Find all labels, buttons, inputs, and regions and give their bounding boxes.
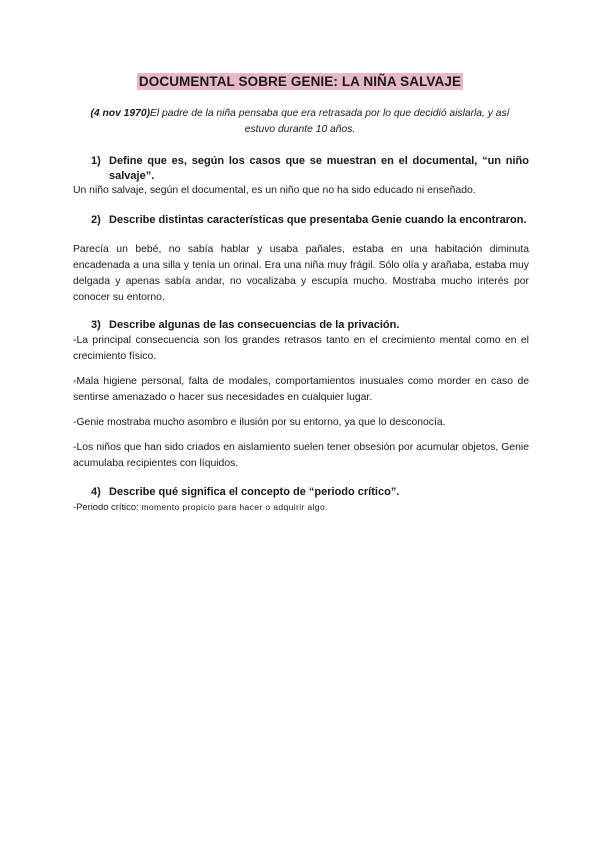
answer-4 (73, 499, 529, 516)
question-4 (73, 485, 529, 500)
question-number: 2) (91, 214, 101, 226)
answer-4-label: -Periodo crítico: (73, 501, 139, 512)
answer-3-paragraph-4: -Los niños que han sido criados en aislamiento suelen tener obsesión por acumular objetos, Genie acumulaba recipientes con líquidos. (73, 442, 529, 469)
question-text: Describe qué significa el concepto de “periodo crítico”. (109, 486, 400, 498)
document-title (0, 73, 600, 91)
answer-3-paragraph-2: -Mala higiene personal, falta de modales, comportamientos inusuales como morder en caso de sentirse amenazado o hacer sus necesidades en cualquier lugar. (73, 376, 529, 403)
question-text: Describe distintas características que presentaba Genie cuando la encontraron. (109, 214, 527, 226)
answer-1: Un niño salvaje, según el documental, es un niño que no ha sido educado ni enseñado. (73, 185, 476, 196)
answer-3-paragraph-1: -La principal consecuencia son los grandes retrasos tanto en el crecimiento mental como en el crecimiento físico. (73, 335, 529, 362)
question-text: Define que es, según los casos que se muestran en el documental, “un niño salvaje”. (109, 155, 529, 182)
question-text: Describe algunas de las consecuencias de la privación. (109, 319, 400, 331)
intro-paragraph (80, 106, 520, 138)
answer-2: Parecía un bebé, no sabía hablar y usaba pañales, estaba en una habitación diminuta encadenada a una silla y tenía un orinal. Era una niña muy frágil. Sólo olía y arañaba, estaba muy delgada y apenas sabía andar, no vocalizaba y escupía mucho. Mostraba mucho interés por conocer su entorno. (73, 244, 529, 303)
question-number: 3) (91, 319, 101, 331)
answer-3-paragraph-3: -Genie mostraba mucho asombro e ilusión por su entorno, ya que lo desconocía. (73, 417, 446, 428)
intro-date: (4 nov 1970) (90, 108, 151, 119)
title-highlight: DOCUMENTAL SOBRE GENIE: LA NIÑA SALVAJE (138, 74, 462, 89)
answer-4-text: momento propicio para hacer o adquirir algo. (138, 502, 328, 512)
question-3 (73, 318, 529, 333)
intro-text: El padre de la niña pensaba que era retrasada por lo que decidió aislarla, y así estuvo durante 10 años. (150, 108, 510, 135)
question-2 (73, 213, 529, 228)
question-number: 1) (91, 155, 101, 167)
question-number: 4) (91, 486, 101, 498)
question-1 (73, 154, 529, 184)
